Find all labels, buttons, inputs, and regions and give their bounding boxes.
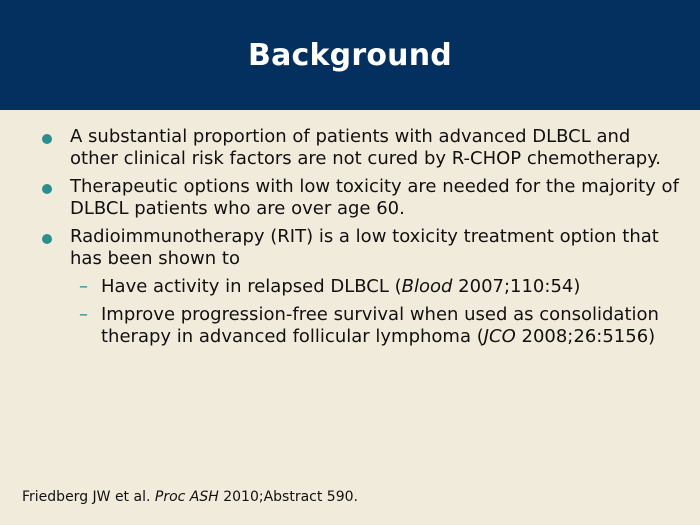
- citation-text: 2007;110:54): [452, 276, 581, 297]
- title-bar: [0, 0, 700, 110]
- bullet-item: [70, 226, 680, 348]
- footnote-journal: Proc ASH: [154, 489, 219, 505]
- sub-bullet-item: [79, 304, 661, 348]
- bullet-dot-icon: [42, 184, 52, 194]
- citation-text: 2008;26:5156): [515, 326, 656, 347]
- bullet-item: [70, 176, 680, 220]
- slide-title: Background: [248, 38, 452, 73]
- sub-bullet-item: [79, 276, 661, 298]
- sub-bullet-text-pre: Improve progression-free survival when used as consolidation therapy in advanced follicular lymphoma (: [101, 304, 659, 347]
- bullet-list: [0, 126, 700, 354]
- sub-bullet-text-pre: Have activity in relapsed DLBCL (: [101, 276, 402, 297]
- dash-icon: –: [79, 276, 88, 297]
- bullet-dot-icon: [42, 234, 52, 244]
- bullet-dot-icon: [42, 134, 52, 144]
- journal-name: Blood: [401, 276, 453, 297]
- bullet-item: [70, 126, 680, 170]
- journal-name: JCO: [483, 326, 516, 347]
- bullet-text: A substantial proportion of patients with advanced DLBCL and other clinical risk factors are not cured by R-CHOP chemotherapy.: [70, 126, 662, 169]
- sub-bullet-text: [101, 276, 580, 297]
- bullet-text: Therapeutic options with low toxicity are needed for the majority of DLBCL patients who are over age 60.: [70, 176, 679, 219]
- footnote-reference: [22, 488, 358, 506]
- sub-bullet-text: [101, 304, 659, 347]
- sub-bullet-list: [70, 276, 680, 348]
- bullet-text: Radioimmunotherapy (RIT) is a low toxicity treatment option that has been shown to: [70, 226, 659, 269]
- footnote-citation: 2010;Abstract 590.: [218, 489, 358, 505]
- footnote-authors: Friedberg JW et al.: [22, 489, 155, 505]
- dash-icon: –: [79, 304, 88, 325]
